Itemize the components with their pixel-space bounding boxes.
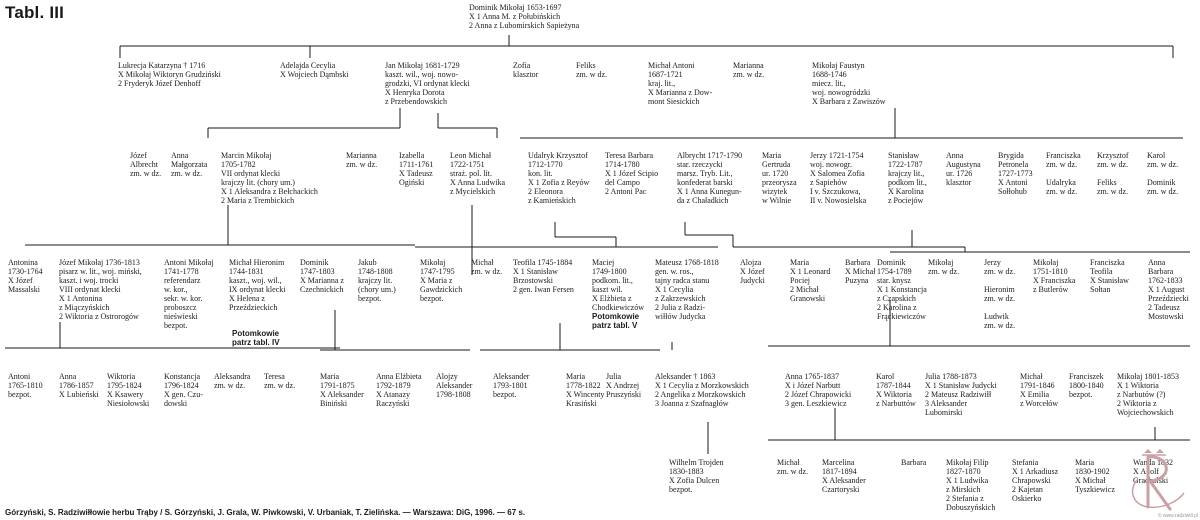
person-g4-antonina: Antonina 1730-1764 X Józef Massalski — [8, 258, 43, 294]
person-g5-aleksander-1863: Aleksander † 1863 X 1 Cecylia z Morzkowskich 2 Angelika z Morzkowskich 3 Joanna z Szafnagłów — [655, 372, 749, 408]
person-g3-stanislaw: Stanisław 1722-1787 krajczy lit., podkom lit., X Karolina z Pociejów — [888, 151, 927, 205]
person-g6-wanda: Wanda 1832 X Adolf Gracholski — [1133, 458, 1174, 485]
person-g2-lukrecja: Lukrecja Katarzyna † 1716 X Mikołaj Wiktoryn Grudziński 2 Fryderyk Józef Denhoff — [118, 61, 221, 88]
person-g5-franciszek: Franciszek 1800-1840 bezpot. — [1069, 372, 1104, 399]
copyright-note: © www.radziwill.pl — [1157, 513, 1198, 519]
person-g6-marcelina: Marcelina 1817-1894 X Aleksander Czartoryski — [822, 458, 866, 494]
person-g3-udalryk-krzysztof: Udalryk Krzysztof 1712-1770 kon. lit. X 1 Zofia z Reyów 2 Eleonora z Kamieńskich — [528, 151, 590, 205]
person-g5-wiktoria: Wiktoria 1795-1824 X Ksawery Niesiołowski — [107, 372, 150, 408]
person-g3-brygida: Brygida Petronela 1727-1773 X Antoni Sołłohub — [998, 151, 1033, 196]
person-g5-karol: Karol 1787-1844 X Wiktoria z Narbuttów — [876, 372, 916, 408]
person-g5-maria-binski: Maria 1791-1875 X Aleksander Biniński — [320, 372, 364, 408]
reference-tabl-iv: Potomkowie patrz tabl. IV — [232, 329, 280, 347]
person-g5-maria-krasinski: Maria 1778-1822 X Wincenty Krasiński — [566, 372, 605, 408]
person-g3-leon-michal: Leon Michał 1722-1751 straż. pol. lit. X Anna Ludwika z Mycielskich — [450, 151, 506, 196]
person-g4-mikolaj: Mikołaj 1747-1795 X Maria z Gawdzickich bezpot. — [420, 258, 463, 303]
person-g4-maciej: Maciej 1749-1800 podkom. lit., kaszt wil. X Elżbieta z Chodkiewiczów — [592, 258, 644, 312]
person-g6-mikolaj-filip: Mikołaj Filip 1827-1870 X 1 Ludwika z Mirskich 2 Stefania z Dobuszyńskich — [946, 458, 996, 512]
person-g3-marianna: Marianna zm. w dz. — [346, 151, 378, 169]
person-g4-alojza: Alojza X Józef Judycki — [740, 258, 765, 285]
person-g4-jerzy-hieronim-ludwik: Jerzy zm. w dz. Hieronim zm. w dz. Ludwik zm. w dz. — [984, 258, 1016, 330]
person-g3-izabella: Izabella 1711-1761 X Tadeusz Ogiński — [399, 151, 434, 187]
person-g6-michal: Michał zm. w dz. — [777, 458, 809, 476]
person-g3-jerzy: Jerzy 1721-1754 woj. nowogr. X Salomea Zofia z Sapiehów I v. Szczukowa, II v. Nowosielska — [810, 151, 867, 205]
person-g3-anna-augustyna: Anna Augustyna ur. 1726 klasztor — [946, 151, 981, 187]
person-g4-mateusz: Mateusz 1768-1818 gen. w. ros., tajny radca stanu X 1 Cecylia z Zakrzewskich 2 Julia z Radzi- wiłłów Judycka — [655, 258, 719, 321]
person-g3-karol-dominik: Karol zm. w dz. Dominik zm. w dz. — [1147, 151, 1179, 196]
person-g2-adelajda: Adelajda Cecylia X Wojciech Dąmbski — [280, 61, 349, 79]
person-g5-konstancja: Konstancja 1796-1824 X gen. Czu- dowski — [164, 372, 203, 408]
person-g6-wilhelm-trojden: Wilhelm Trojden 1830-1883 X Zofia Dulcen bezpot. — [669, 458, 724, 494]
person-g2-michal-antoni: Michał Antoni 1687-1721 kraj. lit., X Marianna z Dow- mont Siesickich — [648, 61, 713, 106]
person-g3-jozef-albrecht: Józef Albrecht zm. w dz. — [130, 151, 162, 178]
person-g3-albrycht: Albrycht 1717-1790 star. rzeczycki marsz. Tryb. Lit., konfederat barski X 1 Anna Kunegun- da z Chaładkich — [677, 151, 743, 205]
person-g4-michal-hieronim: Michał Hieronim 1744-1831 kaszt., woj. wil., IX ordynat klecki X Helena z Przeździeckich — [229, 258, 286, 312]
person-g6-stefania: Stefania X 1 Arkadiusz Chrapowski 2 Kajetan Oskierko — [1012, 458, 1059, 503]
person-g2-zofia: Zofia klasztor — [513, 61, 539, 79]
person-g5-mikolaj-1801: Mikołaj 1801-1853 X 1 Wiktoria z Narbutów (?) 2 Wiktoria z Wojciechowskich — [1117, 372, 1179, 417]
person-g5-julia-1788: Julia 1788-1873 X 1 Stanisław Judycki 2 Mateusz Radziwiłł 3 Aleksander Lubomirski — [925, 372, 997, 417]
person-g4-antoni-mikolaj: Antoni Mikołaj 1741-1778 referendarz w. kor., sekr. w. kor. proboszcz nieświeski bezpot. — [164, 258, 214, 330]
person-g4-jakub: Jakub 1748-1808 krajczy lit. (chory um.) bezpot. — [358, 258, 396, 303]
person-g3-teresa-barbara: Teresa Barbara 1714-1780 X 1 Józef Scipio del Campo 2 Antoni Pac — [605, 151, 659, 196]
person-g4-dominik: Dominik 1747-1803 X Marianna z Czechnickich — [300, 258, 344, 294]
person-g5-anna-1765: Anna 1765-1837 X i Józef Narbutt 2 Józef Chrapowicki 3 gen. Leszkiewicz — [785, 372, 852, 408]
person-g4-michal: Michał zm. w dz. — [471, 258, 503, 276]
person-g3-franciszka-udalryka: Franciszka zm. w dz. Udalryka zm. w dz. — [1046, 151, 1081, 196]
person-g2-mikolaj-faustyn: Mikołaj Faustyn 1688-1746 miecz. lit., woj. nowogródzki X Barbara z Zawiszów — [812, 61, 886, 106]
person-g6-barbara: Barbara — [901, 458, 927, 467]
person-g5-anna-elzbieta: Anna Elżbieta 1792-1879 X Atanazy Raczyński — [376, 372, 422, 408]
person-g3-marcin-mikolaj: Marcin Mikołaj 1705-1782 VII ordynat klecki krajczy lit. (chory um.) X 1 Aleksandra z Bełchackich 2 Maria z Trembickich — [221, 151, 318, 205]
person-root: Dominik Mikołaj 1653-1697 X 1 Anna M. z Połubińskich 2 Anna z Lubomirskich Sapieżyna — [469, 3, 580, 30]
person-g2-feliks: Feliks zm. w dz. — [576, 61, 608, 79]
person-g4-dominik-knysz: Dominik 1754-1789 star. knysz X 1 Konstancja z Czapskich 2 Karolina z Frąckiewiczów — [877, 258, 927, 321]
person-g2-marianna: Marianna zm. w dz. — [733, 61, 765, 79]
source-citation: Górzyński, S. Radziwiłłowie herbu Trąby / S. Górzyński, J. Grala, W. Piwkowski, V. Urbaniak, T. Zielińska. — Warszawa: DiG, 1996. — 67 s. — [5, 508, 526, 517]
person-g4-jozef-mikolaj: Józef Mikołaj 1736-1813 pisarz w. lit., woj. miński, kaszt. i woj. trocki VIII ordynat klecki X 1 Antonina z Miączyńskich 2 Wiktoria z Ostrorogów — [59, 258, 142, 321]
person-g5-teresa: Teresa zm. w dz. — [264, 372, 296, 390]
person-g4-anna-barbara: Anna Barbara 1762-1833 X 1 August Przeździecki 2 Tadeusz Mostowski — [1148, 258, 1189, 321]
person-g4-maria: Maria X 1 Leonard Pociej 2 Michał Granowski — [790, 258, 831, 303]
person-g4-mikolaj-butler: Mikołaj 1751-1810 X Franciszka z Butlerów — [1033, 258, 1076, 294]
person-g5-anna: Anna 1786-1857 X Lubieński — [59, 372, 99, 399]
person-g4-barbara: Barbara X Michał Puzyna — [845, 258, 876, 285]
person-g5-michal-1791: Michał 1791-1846 X Emilia z Worcełów — [1020, 372, 1059, 408]
person-g4-mikolaj-zm: Mikołaj zm. w dz. — [928, 258, 960, 276]
person-g5-julia-pruszynski: Julia X Andrzej Pruszyński — [606, 372, 642, 399]
person-g3-maria-gertruda: Maria Gertruda ur. 1720 przeorysza wizytek w Wilnie — [762, 151, 797, 205]
table-title: Tabl. III — [5, 3, 65, 22]
person-g5-aleksander: Aleksander 1793-1801 bezpot. — [493, 372, 530, 399]
person-g4-franciszka-teofila: Franciszka Teofila X Stanisław Sołtan — [1090, 258, 1129, 294]
person-g4-teofila: Teofila 1745-1884 X 1 Stanisław Brzostowski 2 gen. Iwan Fersen — [513, 258, 574, 294]
person-g3-krzysztof-feliks: Krzysztof zm. w dz. Feliks zm. w dz. — [1097, 151, 1129, 196]
reference-tabl-v: Potomkowie patrz tabl. V — [592, 312, 640, 330]
person-g2-jan-mikolaj: Jan Mikołaj 1681-1729 kaszt. wil., woj. nowo- grodzki, VI ordynat klecki X Henryka Dorota z Przebendowskich — [385, 61, 470, 106]
person-g6-maria-tyszkiewicz: Maria 1830-1902 X Michał Tyszkiewicz — [1075, 458, 1115, 494]
person-g5-alojzy: Alojzy Aleksander 1798-1808 — [436, 372, 473, 399]
person-g3-anna-malgorzata: Anna Małgorzata zm. w dz. — [171, 151, 208, 178]
person-g5-aleksandra: Aleksandra zm. w dz. — [214, 372, 251, 390]
monogram-watermark-icon — [1118, 449, 1196, 517]
person-g5-antoni: Antoni 1765-1810 bezpot. — [8, 372, 43, 399]
